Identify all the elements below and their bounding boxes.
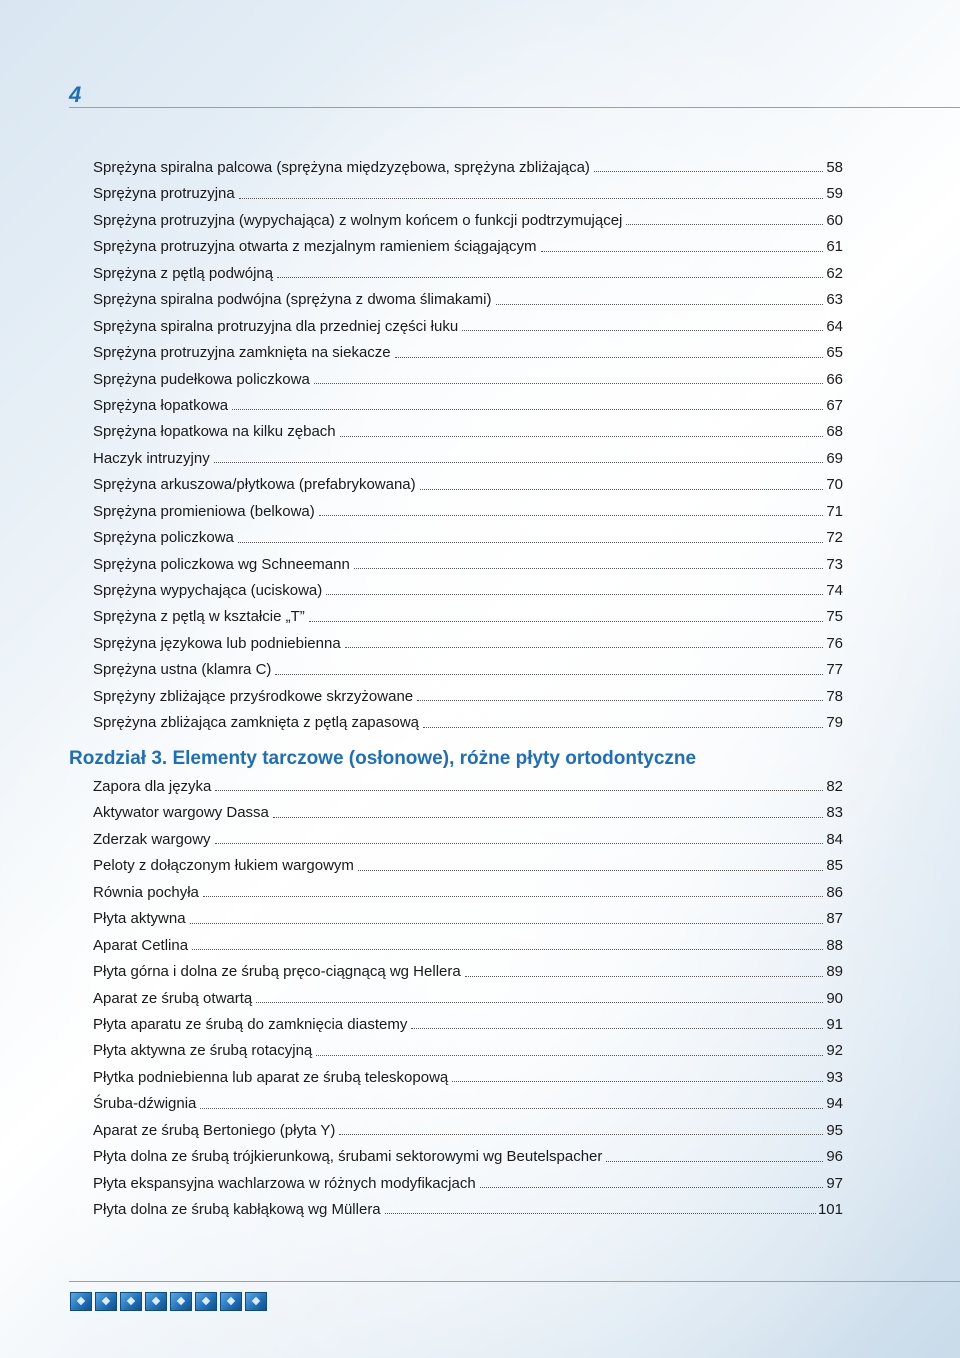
toc-entry-title: Aparat ze śrubą otwartą [93,989,253,1007]
toc-entry [93,419,843,445]
toc-entry-title: Sprężyna policzkowa wg Schneemann [93,555,350,573]
toc-entry-page-number: 62 [826,264,843,282]
toc-entry-page-number: 61 [826,238,843,256]
toc-entry [93,880,843,906]
toc-dot-leader [314,383,823,384]
toc-dot-leader [273,817,823,818]
toc-entry-page-number: 82 [826,778,843,795]
toc-entry-title: Płyta aparatu ze śrubą do zamknięcia diastemy [93,1015,408,1033]
toc-entry-title: Haczyk intruzyjny [93,449,210,467]
toc-dot-leader [345,647,823,648]
toc-entry-title: Sprężyna z pętlą w kształcie „T” [93,608,305,626]
toc-entry-title: Zapora dla języka [93,778,212,795]
toc-entry-page-number: 65 [826,344,843,362]
toc-dot-leader [594,171,823,172]
toc-entry-page-number: 69 [826,449,843,467]
toc-entry [93,234,843,260]
toc-entry-page-number: 77 [826,661,843,679]
toc-dot-leader [309,621,823,622]
toc-entry [93,472,843,498]
toc-entry-title: Peloty z dołączonym łukiem wargowym [93,857,354,875]
toc-entry-page-number: 87 [826,910,843,928]
toc-entry-page-number: 74 [826,582,843,599]
toc-entry-page-number: 76 [826,634,843,652]
toc-dot-leader [606,1161,823,1162]
toc-dot-leader [277,277,823,278]
toc-entry [93,853,843,879]
chapter-heading: Rozdział 3. Elementy tarczowe (osłonowe), różne płyty ortodontyczne [69,748,697,769]
toc-dot-leader [215,843,823,844]
toc-dot-leader [192,949,823,950]
toc-dot-leader [316,1055,823,1056]
toc-entry-title: Sprężyna ustna (klamra C) [93,661,272,679]
toc-entry-page-number: 85 [826,857,843,875]
page-number: 4 [69,82,82,107]
toc-entry [93,261,843,287]
toc-entry-title: Sprężyna zbliżająca zamknięta z pętlą zapasową [93,714,420,732]
toc-entry [93,552,843,578]
toc-entry [93,340,843,366]
toc-entry [93,393,843,419]
toc-dot-leader [395,357,823,358]
toc-entry [93,367,843,393]
toc-dot-leader [339,1134,823,1135]
toc-entry [93,1065,843,1091]
toc-entry-page-number: 92 [826,1042,843,1060]
toc-entry-title: Płyta dolna ze śrubą kabłąkową wg Müllera [93,1201,381,1218]
toc-entry [93,933,843,959]
toc-entry-page-number: 88 [826,936,843,954]
toc-entry [93,1171,843,1197]
toc-dot-leader [411,1028,823,1029]
toc-entry-title: Aktywator wargowy Dassa [93,804,269,822]
toc-entry-page-number: 97 [826,1174,843,1192]
footer-square-icon [95,1292,117,1311]
toc-dot-leader [200,1108,823,1109]
toc-dot-leader [214,462,823,463]
toc-dot-leader [256,1002,823,1003]
toc-entry-page-number: 73 [826,555,843,573]
toc-entry [93,1144,843,1170]
toc-entry [93,208,843,234]
toc-entry [93,155,843,181]
toc-entry-title: Sprężyna protruzyjna otwarta z mezjalnym ramieniem ściągającym [93,238,537,256]
toc-entry-title: Równia pochyła [93,883,199,901]
toc-dot-leader [417,700,823,701]
toc-entry-page-number: 63 [826,291,843,309]
toc-dot-leader [541,251,824,252]
toc-entry-page-number: 66 [826,370,843,388]
toc-entry-page-number: 72 [826,529,843,547]
footer-square-icon [220,1292,242,1311]
toc-entry [93,1197,843,1223]
toc-entry-title: Sprężyna policzkowa [93,529,234,547]
toc-entry [93,827,843,853]
toc-dot-leader [319,515,823,516]
toc-entry [93,314,843,340]
toc-dot-leader [340,436,823,437]
toc-dot-leader [275,674,823,675]
toc-dot-leader [190,923,823,924]
toc-entry-page-number: 90 [826,989,843,1007]
toc-dot-leader [385,1213,816,1214]
toc-entry-title: Sprężyna promieniowa (belkowa) [93,502,315,520]
footer-decoration [70,1292,267,1311]
toc-entry [93,287,843,313]
toc-dot-leader [423,727,823,728]
toc-entry [93,774,843,800]
toc-entry-title: Sprężyna spiralna palcowa (sprężyna międzyzębowa, sprężyna zbliżająca) [93,159,590,176]
toc-dot-leader [626,224,823,225]
toc-entry-page-number: 101 [817,1201,843,1218]
toc-entry-title: Płyta ekspansyjna wachlarzowa w różnych modyfikacjach [93,1174,476,1192]
toc-entry-title: Sprężyna językowa lub podniebienna [93,634,341,652]
toc-entry-title: Płyta górna i dolna ze śrubą pręco-ciągnącą wg Hellera [93,963,461,981]
toc-entry-page-number: 60 [826,211,843,229]
toc-entry-title: Sprężyny zbliżające przyśrodkowe skrzyżowane [93,687,414,705]
toc-entry [93,986,843,1012]
toc-dot-leader [496,304,823,305]
toc-entry-title: Aparat ze śrubą Bertoniego (płyta Y) [93,1121,336,1139]
toc-entry-page-number: 89 [826,963,843,981]
toc-entry-page-number: 68 [826,423,843,441]
toc-entry [93,800,843,826]
toc-dot-leader [452,1081,823,1082]
toc-entry [93,906,843,932]
toc-entry-title: Płyta aktywna ze śrubą rotacyjną [93,1042,313,1060]
toc-entry-title: Sprężyna protruzyjna (wypychająca) z wolnym końcem o funkcji podtrzymującej [93,211,623,229]
toc-entry [93,1038,843,1064]
footer-square-icon [170,1292,192,1311]
toc-entry-title: Zderzak wargowy [93,830,211,848]
toc-entry [93,631,843,657]
toc-entry [93,959,843,985]
toc-entry-title: Sprężyna protruzyjna zamknięta na siekacze [93,344,391,362]
toc-entry-page-number: 94 [826,1095,843,1113]
toc-entry [93,525,843,551]
toc-entry [93,1091,843,1117]
toc-dot-leader [354,568,823,569]
toc-entry-page-number: 71 [826,502,843,520]
toc-dot-leader [232,409,823,410]
toc-entry-page-number: 75 [826,608,843,626]
toc-dot-leader [480,1187,823,1188]
toc-entry [93,578,843,604]
footer-square-icon [195,1292,217,1311]
footer-square-icon [120,1292,142,1311]
toc-entry [93,684,843,710]
toc-entry-title: Sprężyna spiralna podwójna (sprężyna z dwoma ślimakami) [93,291,492,309]
toc-entry-page-number: 70 [826,476,843,494]
toc-entry [93,657,843,683]
toc-entry-page-number: 67 [826,396,843,414]
toc-dot-leader [358,870,823,871]
toc-dot-leader [326,594,823,595]
toc-entry-title: Sprężyna protruzyjna [93,185,235,203]
toc-entry [93,499,843,525]
footer-square-icon [245,1292,267,1311]
toc-entry-title: Sprężyna z pętlą podwójną [93,264,274,282]
toc-dot-leader [462,330,823,331]
toc-entry [93,446,843,472]
toc-entry [93,1012,843,1038]
toc-dot-leader [465,976,823,977]
toc-entry-page-number: 64 [826,317,843,335]
toc-entry [93,1118,843,1144]
toc-dot-leader [215,790,823,791]
footer-square-icon [70,1292,92,1311]
toc-entry-page-number: 79 [826,714,843,732]
toc-entry [93,604,843,630]
toc-entry-page-number: 84 [826,830,843,848]
toc-entry-title: Sprężyna spiralna protruzyjna dla przedniej części łuku [93,317,459,335]
toc-entry-title: Płyta dolna ze śrubą trójkierunkową, śrubami sektorowymi wg Beutelspacher [93,1148,603,1166]
toc-entry [93,710,843,736]
toc-entry-title: Płyta aktywna [93,910,186,928]
table-of-contents-part-2 [93,774,843,1223]
footer-square-icon [145,1292,167,1311]
footer-rule [69,1281,960,1282]
toc-entry-title: Sprężyna łopatkowa na kilku zębach [93,423,336,441]
toc-dot-leader [239,198,823,199]
toc-entry-page-number: 91 [826,1015,843,1033]
toc-dot-leader [238,542,823,543]
toc-entry-title: Aparat Cetlina [93,936,189,954]
toc-dot-leader [420,489,823,490]
toc-entry-page-number: 95 [826,1121,843,1139]
toc-entry-title: Sprężyna pudełkowa policzkowa [93,370,310,388]
toc-entry-page-number: 96 [826,1148,843,1166]
toc-entry-page-number: 86 [826,883,843,901]
table-of-contents-part-1 [93,155,843,737]
toc-entry-title: Śruba-dźwignia [93,1095,197,1113]
toc-entry-page-number: 59 [826,185,843,203]
toc-entry-page-number: 78 [826,687,843,705]
toc-entry-title: Sprężyna łopatkowa [93,396,229,414]
toc-entry-title: Sprężyna wypychająca (uciskowa) [93,582,323,599]
toc-dot-leader [203,896,823,897]
toc-entry [93,181,843,207]
toc-entry-page-number: 93 [826,1068,843,1086]
toc-entry-title: Sprężyna arkuszowa/płytkowa (prefabrykowana) [93,476,416,494]
header-rule [69,107,960,108]
toc-entry-page-number: 58 [826,159,843,176]
toc-entry-title: Płytka podniebienna lub aparat ze śrubą teleskopową [93,1068,449,1086]
toc-entry-page-number: 83 [826,804,843,822]
